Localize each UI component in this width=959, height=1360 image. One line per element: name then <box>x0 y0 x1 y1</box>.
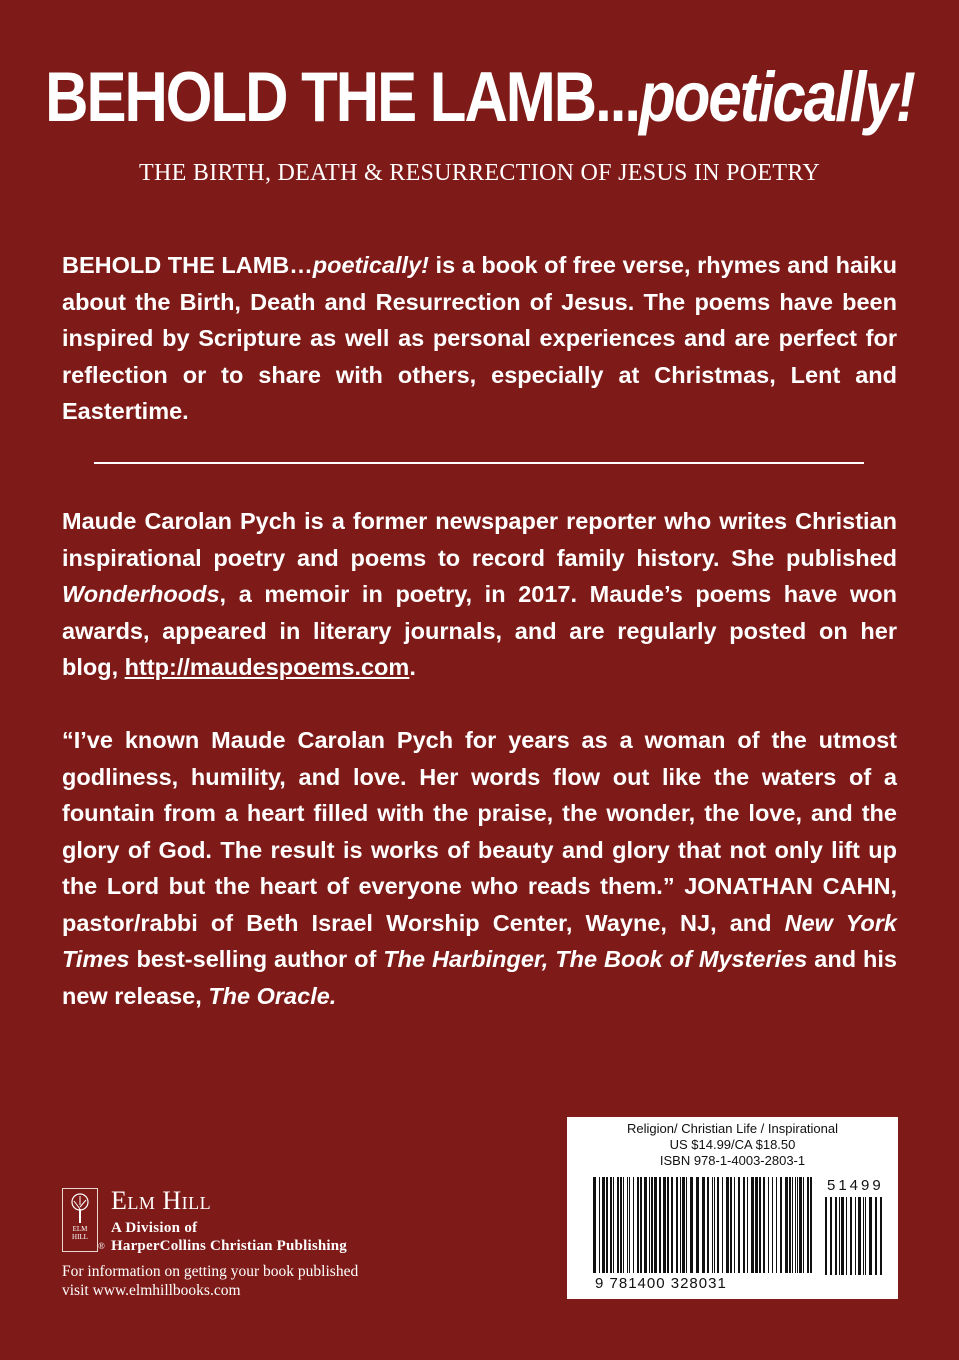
publisher-name: Elm Hill <box>111 1186 212 1215</box>
barcode-bar <box>613 1177 614 1273</box>
barcode-bar <box>602 1177 605 1273</box>
barcode-bar <box>780 1177 782 1273</box>
title-main: BEHOLD THE LAMB... <box>45 57 640 137</box>
bio-part1: Maude Carolan Pych is a former newspaper reporter who writes Christian inspirational poetry and poems to record family history. She published <box>62 508 897 571</box>
description-lead: BEHOLD THE LAMB… <box>62 252 313 278</box>
barcode-bar <box>686 1177 687 1273</box>
bio-part2: , a memoir in poetry, in 2017. Maude’s poems have won awards, appeared in literary journals, and are regularly posted on her blog, <box>62 581 897 680</box>
barcode-bar <box>759 1177 761 1273</box>
isbn-barcode <box>593 1177 813 1277</box>
publisher-division: A Division of <box>111 1220 198 1236</box>
publisher-block <box>62 1188 392 1308</box>
barcode-bar <box>839 1197 840 1275</box>
barcode-bar <box>830 1197 832 1275</box>
elm-hill-logo <box>62 1188 98 1252</box>
barcode-bar <box>671 1177 673 1273</box>
barcode-bar <box>637 1177 639 1273</box>
description-body: is a book of free verse, rhymes and haiku about the Birth, Death and Resurrection of Jesus. The poems have been inspired by Scripture as well as personal experiences and are perfect for reflection or to share with others, especially at Christmas, Lent and Eastertime. <box>62 252 897 424</box>
barcode-bar <box>776 1177 777 1273</box>
barcode-bar <box>627 1177 628 1273</box>
barcode-category: Religion/ Christian Life / Inspirational <box>627 1121 838 1136</box>
endorsement-book3: The Oracle. <box>208 982 337 1009</box>
barcode-bar <box>680 1177 681 1273</box>
barcode-bar <box>667 1177 669 1273</box>
endorsement-attr3: and his new release, <box>62 946 897 1009</box>
barcode-bar <box>863 1197 864 1275</box>
book-subtitle: THE BIRTH, DEATH & RESURRECTION OF JESUS IN POETRY <box>139 160 820 186</box>
barcode-bar <box>807 1177 809 1273</box>
barcode-bar <box>734 1177 735 1273</box>
barcode-bar <box>610 1177 612 1273</box>
barcode-bar <box>722 1177 723 1273</box>
barcode-bar <box>676 1177 678 1273</box>
barcode-bar <box>599 1177 600 1273</box>
barcode-bar <box>799 1177 802 1273</box>
barcode-bar <box>714 1177 715 1273</box>
endorsement-attr2: best-selling author of <box>129 946 384 972</box>
barcode-bar <box>751 1177 754 1273</box>
barcode-bar <box>846 1197 847 1275</box>
barcode-bar <box>659 1177 661 1273</box>
barcode-bar <box>726 1177 729 1273</box>
barcode-bar <box>738 1177 740 1273</box>
barcode-panel <box>567 1117 898 1299</box>
endorsement-nyt: New York Times <box>62 909 898 972</box>
barcode-bar <box>644 1177 647 1273</box>
publisher-info <box>62 1262 358 1300</box>
barcode-bar <box>755 1177 758 1273</box>
barcode-price: US $14.99/CA $18.50 <box>669 1137 796 1152</box>
barcode-bar <box>810 1177 812 1273</box>
endorsement <box>62 722 897 1014</box>
endorsement-attr1: JONATHAN CAHN, pastor/rabbi of Beth Israel Worship Center, Wayne, NJ, and <box>62 873 898 936</box>
tree-icon <box>68 1191 92 1225</box>
barcode-bar <box>768 1177 769 1273</box>
barcode-bar <box>690 1177 693 1273</box>
title-italic: poetically! <box>639 57 914 137</box>
barcode-price-code: 51499 <box>827 1177 884 1194</box>
barcode-bar <box>880 1197 882 1275</box>
barcode-bar <box>629 1177 630 1273</box>
registered-mark: ® <box>98 1241 105 1251</box>
barcode-bar <box>789 1177 791 1273</box>
publisher-info-line2: visit www.elmhillbooks.com <box>62 1282 241 1299</box>
barcode-bar <box>617 1177 619 1273</box>
barcode-bar <box>747 1177 748 1273</box>
barcode-bar <box>858 1197 861 1275</box>
barcode-bar <box>772 1177 773 1273</box>
barcode-bar <box>707 1177 709 1273</box>
barcode-bar <box>855 1197 856 1275</box>
bio-book-title: Wonderhoods <box>62 581 220 607</box>
barcode-bar <box>730 1177 732 1273</box>
barcode-bar <box>785 1177 788 1273</box>
barcode-bar <box>651 1177 653 1273</box>
barcode-bar <box>792 1177 793 1273</box>
author-bio <box>62 503 897 686</box>
book-title <box>0 56 959 137</box>
endorsement-book1: The Harbinger, <box>383 946 549 972</box>
barcode-bar <box>712 1177 713 1273</box>
logo-text-hill: HILL <box>72 1233 88 1241</box>
barcode-bar <box>825 1197 827 1275</box>
description-lead-italic: poetically! <box>312 252 429 278</box>
barcode-bar <box>795 1177 796 1273</box>
barcode-bar <box>702 1177 705 1273</box>
barcode-bar <box>763 1177 765 1273</box>
endorsement-quote: “I’ve known Maude Carolan Pych for years as a woman of the utmost godliness, humility, and love. Her words flow out like the waters of a fountain from a heart filled with the praise, the wonder, the love, and the glory of God. The result is works of beauty and glory that not only lift up the Lord but the heart of everyone who reads them.” <box>62 727 897 899</box>
barcode-bar <box>717 1177 719 1273</box>
barcode-bar <box>835 1197 837 1275</box>
barcode-bar <box>865 1197 866 1275</box>
barcode-bar <box>869 1197 872 1275</box>
barcode-bar <box>797 1177 798 1273</box>
publisher-parent: HarperCollins Christian Publishing <box>111 1238 348 1254</box>
book-description <box>62 247 897 430</box>
barcode-bar <box>841 1197 844 1275</box>
barcode-bar <box>633 1177 634 1273</box>
endorsement-book2: The Book of Mysteries <box>555 946 808 972</box>
barcode-bar <box>803 1177 804 1273</box>
barcode-bar <box>606 1177 608 1273</box>
barcode-bar <box>663 1177 666 1273</box>
barcode-bar <box>649 1177 650 1273</box>
barcode-bar <box>640 1177 642 1273</box>
logo-text-elm: ELM <box>72 1225 88 1233</box>
barcode-bar <box>696 1177 699 1273</box>
barcode-bar <box>620 1177 622 1273</box>
barcode-isbn: ISBN 978-1-4003-2803-1 <box>659 1153 806 1168</box>
barcode-bar <box>593 1177 596 1273</box>
section-divider <box>94 462 864 464</box>
barcode-bar <box>850 1197 852 1275</box>
barcode-bar <box>654 1177 657 1273</box>
barcode-ean-digits: 9 781400 328031 <box>595 1275 727 1292</box>
barcode-bar <box>743 1177 745 1273</box>
price-addon-barcode <box>825 1197 889 1277</box>
barcode-bar <box>682 1177 685 1273</box>
barcode-bar <box>875 1197 877 1275</box>
barcode-bar <box>623 1177 624 1273</box>
publisher-info-line1: For information on getting your book published <box>62 1263 359 1280</box>
blog-link[interactable]: http://maudespoems.com <box>124 654 410 680</box>
bio-end: . <box>409 654 416 680</box>
